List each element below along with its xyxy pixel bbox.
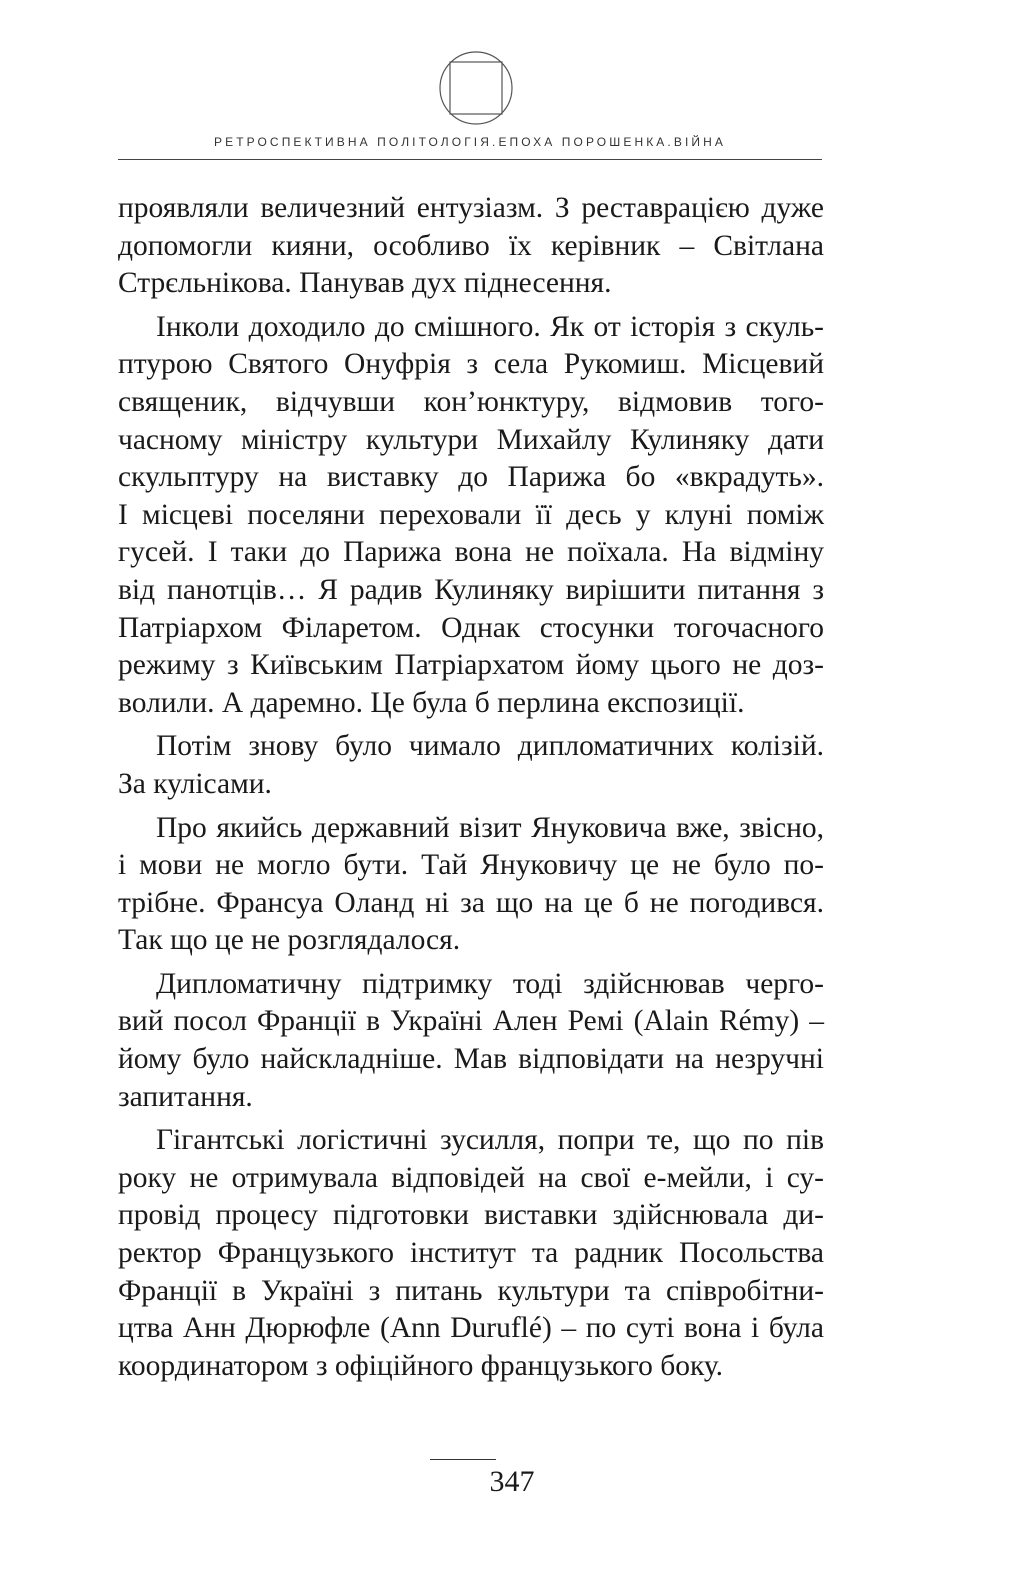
text-line: часному міністру культури Михайлу Кулиняку дати [118,423,824,456]
text-line: птурою Святого Онуфрія з села Рукомиш. Місцевий [118,348,824,381]
body-text [118,190,824,1385]
text-line: За кулісами. [118,767,272,800]
circle-square-emblem-icon [438,50,514,126]
paragraph [118,810,824,960]
text-line: Патріархом Філаретом. Однак стосунки тогочасного [118,611,824,644]
header-divider [118,159,822,160]
text-line: режиму з Київським Патріархатом йому цього не доз- [118,649,824,682]
running-header-title: РЕТРОСПЕКТИВНА ПОЛІТОЛОГІЯ.ЕПОХА ПОРОШЕНКА.ВІЙНА [214,135,726,149]
text-line: Інколи доходило до смішного. Як от історія з скуль- [156,310,824,343]
text-line: Гігантські логістичні зусилля, попри те, що по пів [156,1124,824,1157]
page-number: 347 [489,1465,535,1498]
text-line: Франції в Україні з питань культури та співробітни- [118,1274,824,1307]
text-line: допомогли кияни, особливо їх керівник – Світлана [118,229,824,262]
text-line: трібне. Франсуа Оланд ні за що на це б не погодився. [118,886,824,919]
text-line: Про якийсь державний візит Януковича вже, звісно, [156,811,824,844]
text-line: священик, відчувши кон’юнктуру, відмовив того- [118,385,824,418]
text-line: Так що це не розглядалося. [118,924,461,957]
text-line: року не отримувала відповідей на свої е-мейли, і су- [118,1161,824,1194]
text-line: волили. А даремно. Це була б перлина експозиції. [118,686,745,719]
paragraph [118,190,824,303]
page-number-rule [430,1459,496,1460]
paragraph [118,966,824,1116]
text-line: від панотців… Я радив Кулиняку вирішити питання з [118,573,824,606]
text-line: І місцеві поселяни переховали її десь у клуні поміж [118,498,824,531]
text-line: координатором з офіційного французького боку. [118,1349,724,1382]
text-line: запитання. [118,1080,253,1113]
text-line: Дипломатичну підтримку тоді здійснював черго- [156,967,824,1000]
text-line: цтва Анн Дюрюфле (Ann Duruflé) – по суті вона і була [118,1312,824,1345]
text-line: Стрєльнікова. Панував дух піднесення. [118,267,612,300]
text-line: вий посол Франції в Україні Ален Ремі (Alain Rémy) – [118,1005,824,1038]
paragraph [118,728,824,803]
text-line: ректор Французького інститут та радник Посольства [118,1237,824,1270]
text-line: гусей. І таки до Парижа вона не поїхала. На відміну [118,536,824,569]
text-line: Потім знову було чимало дипломатичних колізій. [156,730,824,763]
text-line: провід процесу підготовки виставки здійснювала ди- [118,1199,824,1232]
paragraph [118,309,824,723]
text-line: і мови не могло бути. Тай Януковичу це не було по- [118,849,824,882]
text-line: йому було найскладніше. Мав відповідати на незручні [118,1043,824,1076]
text-line: проявляли величезний ентузіазм. З реставрацією дуже [118,192,824,224]
text-line: скульптуру на виставку до Парижа бо «вкрадуть». [118,461,824,494]
paragraph [118,1122,824,1385]
